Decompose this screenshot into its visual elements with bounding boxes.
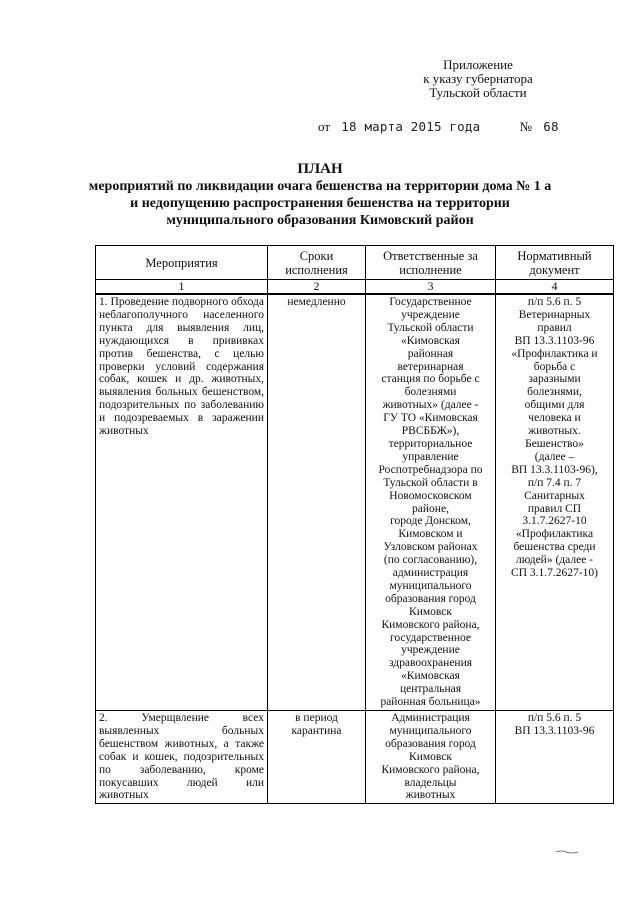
cell-line: животных (405, 789, 456, 802)
cell-line: «Профилактика (515, 528, 594, 541)
cell-line: Кимовском и (398, 528, 463, 541)
cell-line: п/п 5.6 п. 5 (527, 712, 582, 724)
measures-table (95, 245, 614, 804)
cell-line: СП 3.1.7.2627-10) (511, 567, 598, 580)
cell-line: государственное (389, 631, 472, 644)
cell-line: общими для (524, 399, 585, 412)
responsible-cell (366, 294, 496, 711)
cell-line: Государственное (389, 296, 472, 308)
number-label: № (519, 119, 532, 134)
cell-line: болезнями, (527, 386, 582, 399)
cell-line: управление (402, 450, 459, 463)
cell-line: «Профилактика и (511, 347, 598, 360)
cell-line: Кимовского района, (381, 763, 480, 776)
cell-line: образования город (385, 737, 476, 750)
pen-mark (555, 850, 579, 854)
cell-line: Санитарных (524, 489, 585, 502)
cell-line: учреждение (401, 308, 460, 321)
cell-line: Бешенство» (525, 437, 584, 450)
header-terms: Сроки исполнения (268, 246, 366, 280)
cell-line: ветеринарная (397, 360, 464, 373)
cell-line: Администрация (391, 712, 470, 724)
cell-line: животных. (528, 425, 581, 438)
cell-line: п/п 5.6 п. 5 (527, 296, 582, 308)
cell-line: карантина (291, 724, 342, 737)
header-measures: Мероприятия (96, 246, 268, 280)
cell-line: п/п 7.4 п. 7 (527, 476, 582, 489)
cell-line: (далее – (534, 450, 575, 463)
cell-line: человека и (528, 412, 581, 425)
cell-line: Кимовского района, (381, 618, 480, 631)
cell-line: людей» (далее - (515, 554, 594, 567)
decree-number: 68 (543, 119, 559, 134)
col-number-3: 3 (366, 280, 496, 295)
cell-line: Тульской области (387, 321, 474, 334)
cell-line: «Кимовская (401, 670, 460, 683)
cell-line: здравоохранения (388, 657, 473, 670)
cell-line: администрация (392, 567, 469, 580)
cell-line: в период (295, 712, 338, 724)
appendix-line-2: к указу губернатора (423, 71, 533, 86)
document-title: ПЛАН (297, 161, 343, 177)
cell-line: Ветеринарных (518, 308, 591, 321)
cell-line: животных» (далее - (382, 399, 479, 412)
subtitle-line-2: и недопущению распространения бешенства на территории (130, 196, 510, 211)
cell-line: борьба с (533, 360, 576, 373)
cell-line: Кимовск (409, 605, 452, 618)
cell-line: городе Донском, (390, 515, 471, 528)
cell-line: «Кимовская (401, 334, 460, 347)
document-cell (496, 711, 614, 804)
cell-line: (по согласованию), (383, 554, 478, 567)
cell-line: территориальное (388, 437, 473, 450)
col-number-1: 1 (96, 280, 268, 295)
date-from-label: от (318, 119, 331, 134)
cell-line: ВП 13.3.1103-96), (511, 463, 598, 476)
cell-line: муниципального (389, 579, 472, 592)
appendix-line-3: Тульской области (429, 85, 527, 100)
col-number-2: 2 (268, 280, 366, 295)
header-document: Нормативный документ (496, 246, 614, 280)
decree-date: 18 марта 2015 года (341, 119, 481, 134)
cell-line: владельцы (404, 776, 457, 789)
cell-line: учреждение (401, 644, 460, 657)
appendix-block (378, 58, 578, 100)
header-responsible: Ответственные за исполнение (366, 246, 496, 280)
cell-line: ГУ ТО «Кимовская (383, 412, 478, 425)
cell-line: ВП 13.3.1103-96 (514, 724, 595, 737)
document-cell (496, 294, 614, 711)
table-row (96, 711, 614, 804)
measure-cell: 2. Умерщвление всех выявленных больных бешенством животных, а также собак и кошек, подозрительных по заболеванию, кроме покусавших людей или животных (96, 711, 268, 804)
measure-cell: 1. Проведение подворного обхода неблагополучного населенного пункта для выявления лиц, нуждающихся в прививках против бешенства, с целью проверки условий содержания собак, кошек и др. животных, выявления больных бешенством, подозрительных по заболеванию и подозреваемых в заражении животных (96, 294, 268, 711)
decree-dateline (318, 119, 559, 135)
term-cell: немедленно (268, 294, 366, 711)
col-number-4: 4 (496, 280, 614, 295)
cell-line: Новомосковском (389, 489, 472, 502)
cell-line: Кимовск (409, 750, 452, 763)
cell-line: станция по борьбе с (381, 373, 480, 386)
cell-line: образования город (385, 592, 476, 605)
cell-line: заразными (528, 373, 581, 386)
cell-line: правил СП (527, 502, 582, 515)
cell-line: правил (537, 321, 572, 334)
cell-line: Тульской области в (383, 476, 478, 489)
cell-line: ВП 13.3.1103-96 (514, 334, 595, 347)
appendix-line-1: Приложение (443, 57, 513, 72)
cell-line: Узловском районах (383, 541, 478, 554)
subtitle-line-3: муниципального образования Кимовский район (166, 213, 474, 228)
cell-line: бешенства среди (513, 541, 596, 554)
responsible-cell (366, 711, 496, 804)
cell-line: районе, (412, 502, 449, 515)
cell-line: РВСББЖ»), (401, 425, 460, 438)
cell-line: 3.1.7.2627-10 (522, 515, 587, 528)
cell-line: центральная (399, 683, 462, 696)
table-row (96, 294, 614, 711)
cell-line: районная (407, 347, 454, 360)
subtitle-line-1: мероприятий по ликвидации очага бешенства на территории дома № 1 а (88, 179, 552, 194)
document-subtitle (80, 178, 560, 229)
term-cell (268, 711, 366, 804)
cell-line: муниципального (389, 724, 472, 737)
cell-line: болезнями (404, 386, 457, 399)
cell-line: районная больница» (380, 696, 481, 709)
cell-line: Роспотребнадзора по (378, 463, 483, 476)
